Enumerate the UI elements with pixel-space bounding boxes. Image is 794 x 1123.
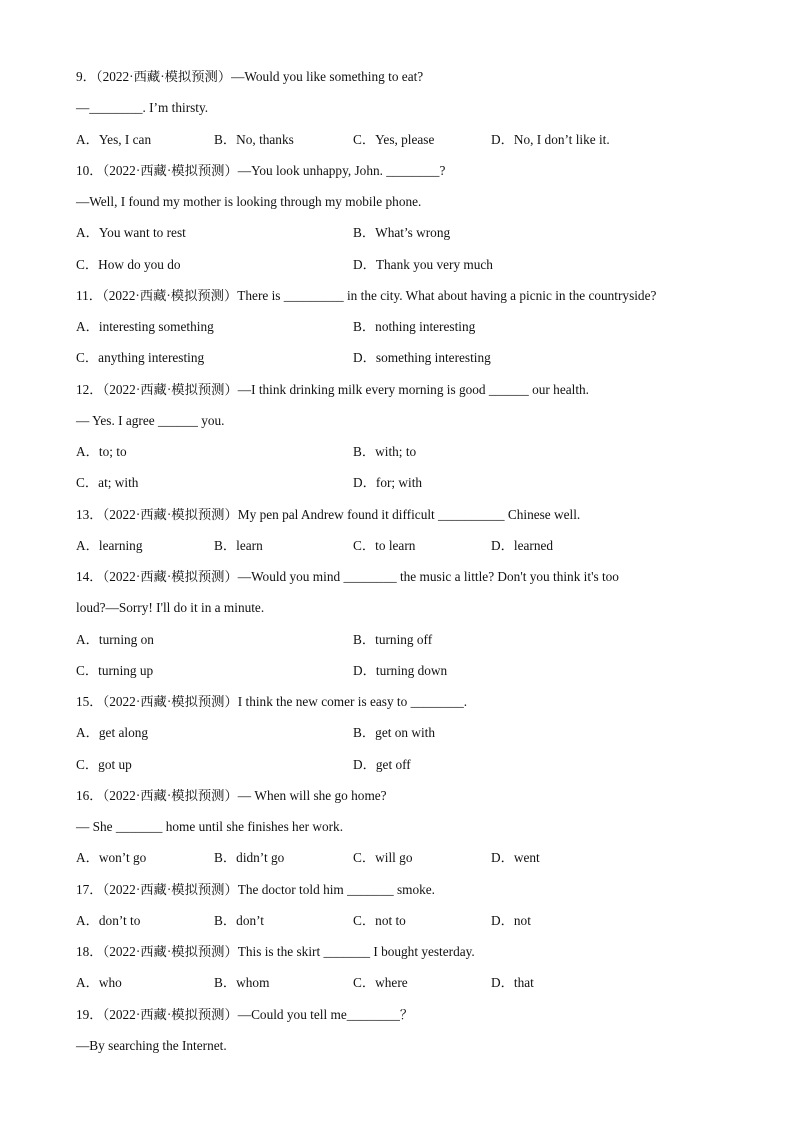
answer-option-b: B．No, thanks xyxy=(214,131,294,147)
answer-option-a: A．You want to rest xyxy=(76,225,186,241)
answer-option-a: A．to; to xyxy=(76,444,127,459)
question-stem: 19．（2022·西藏·模拟预测）—Could you tell me________？ xyxy=(76,1006,414,1022)
question-continuation: loud?—Sorry! I'll do it in a minute. xyxy=(76,600,265,616)
answer-option-b: B．didn’t go xyxy=(214,850,285,866)
answer-option-a: A．Yes, I can xyxy=(76,131,152,147)
answer-option-d: D．something interesting xyxy=(353,350,491,366)
answer-option-b: B．What’s wrong xyxy=(353,225,451,241)
question-stem: 10．（2022·西藏·模拟预测）—You look unhappy, John. ________? xyxy=(76,162,446,178)
answer-option-d: D．went xyxy=(491,850,540,866)
answer-option-d: D．No, I don’t like it. xyxy=(491,131,610,147)
answer-option-d: D．for; with xyxy=(353,475,423,491)
answer-option-d: D．get off xyxy=(353,756,411,772)
answer-option-b: B．with; to xyxy=(353,444,417,459)
question-stem: 16．（2022·西藏·模拟预测）— When will she go home? xyxy=(76,787,387,803)
answer-option-c: C．How do you do xyxy=(76,256,181,272)
answer-option-b: B．don’t xyxy=(214,912,264,928)
answer-option-a: A．interesting something xyxy=(76,319,214,334)
answer-option-c: C．to learn xyxy=(353,537,416,553)
answer-option-c: C．not to xyxy=(353,912,406,928)
answer-option-b: B．turning off xyxy=(353,631,433,647)
question-continuation: — She _______ home until she finishes her work. xyxy=(76,819,344,834)
question-stem: 14．（2022·西藏·模拟预测）—Would you mind ________ the music a little? Don't you think it's too xyxy=(76,569,619,584)
answer-option-b: B．nothing interesting xyxy=(353,319,476,334)
question-continuation: —Well, I found my mother is looking through my mobile phone. xyxy=(76,194,422,209)
question-stem: 17．（2022·西藏·模拟预测）The doctor told him _______ smoke. xyxy=(76,881,435,897)
answer-option-a: A．learning xyxy=(76,537,143,553)
answer-option-d: D．Thank you very much xyxy=(353,256,493,272)
answer-option-a: A．turning on xyxy=(76,631,154,647)
question-continuation: — Yes. I agree ______ you. xyxy=(76,412,225,428)
answer-option-d: D．that xyxy=(491,975,534,991)
question-stem: 11．（2022·西藏·模拟预测）There is _________ in the city. What about having a picnic in the countryside? xyxy=(76,287,657,303)
answer-option-a: A．who xyxy=(76,975,122,991)
answer-option-c: C．Yes, please xyxy=(353,131,435,147)
question-stem: 18．（2022·西藏·模拟预测）This is the skirt _______ I bought yesterday. xyxy=(76,944,475,959)
answer-option-b: B．whom xyxy=(214,975,270,991)
answer-option-d: D．turning down xyxy=(353,662,448,678)
question-stem: 9．（2022·西藏·模拟预测）—Would you like something to eat? xyxy=(76,69,424,84)
question-stem: 13．（2022·西藏·模拟预测）My pen pal Andrew found it difficult __________ Chinese well. xyxy=(76,506,581,522)
answer-option-c: C．turning up xyxy=(76,662,154,678)
answer-option-b: B．get on with xyxy=(353,725,435,741)
answer-option-d: D．learned xyxy=(491,537,554,553)
question-continuation: —________. I’m thirsty. xyxy=(76,100,209,116)
answer-option-c: C．where xyxy=(353,975,408,991)
question-stem: 12．（2022·西藏·模拟预测）—I think drinking milk every morning is good ______ our health. xyxy=(76,381,589,397)
answer-option-a: A．get along xyxy=(76,725,149,741)
answer-option-d: D．not xyxy=(491,912,531,928)
answer-option-c: C．got up xyxy=(76,756,132,772)
question-stem: 15．（2022·西藏·模拟预测）I think the new comer is easy to ________. xyxy=(76,694,468,709)
question-continuation: —By searching the Internet. xyxy=(76,1037,227,1053)
answer-option-c: C．will go xyxy=(353,850,413,866)
answer-option-b: B．learn xyxy=(214,537,263,553)
answer-option-a: A．don’t to xyxy=(76,912,141,928)
answer-option-a: A．won’t go xyxy=(76,850,147,866)
answer-option-c: C．at; with xyxy=(76,475,139,491)
answer-option-c: C．anything interesting xyxy=(76,350,205,366)
